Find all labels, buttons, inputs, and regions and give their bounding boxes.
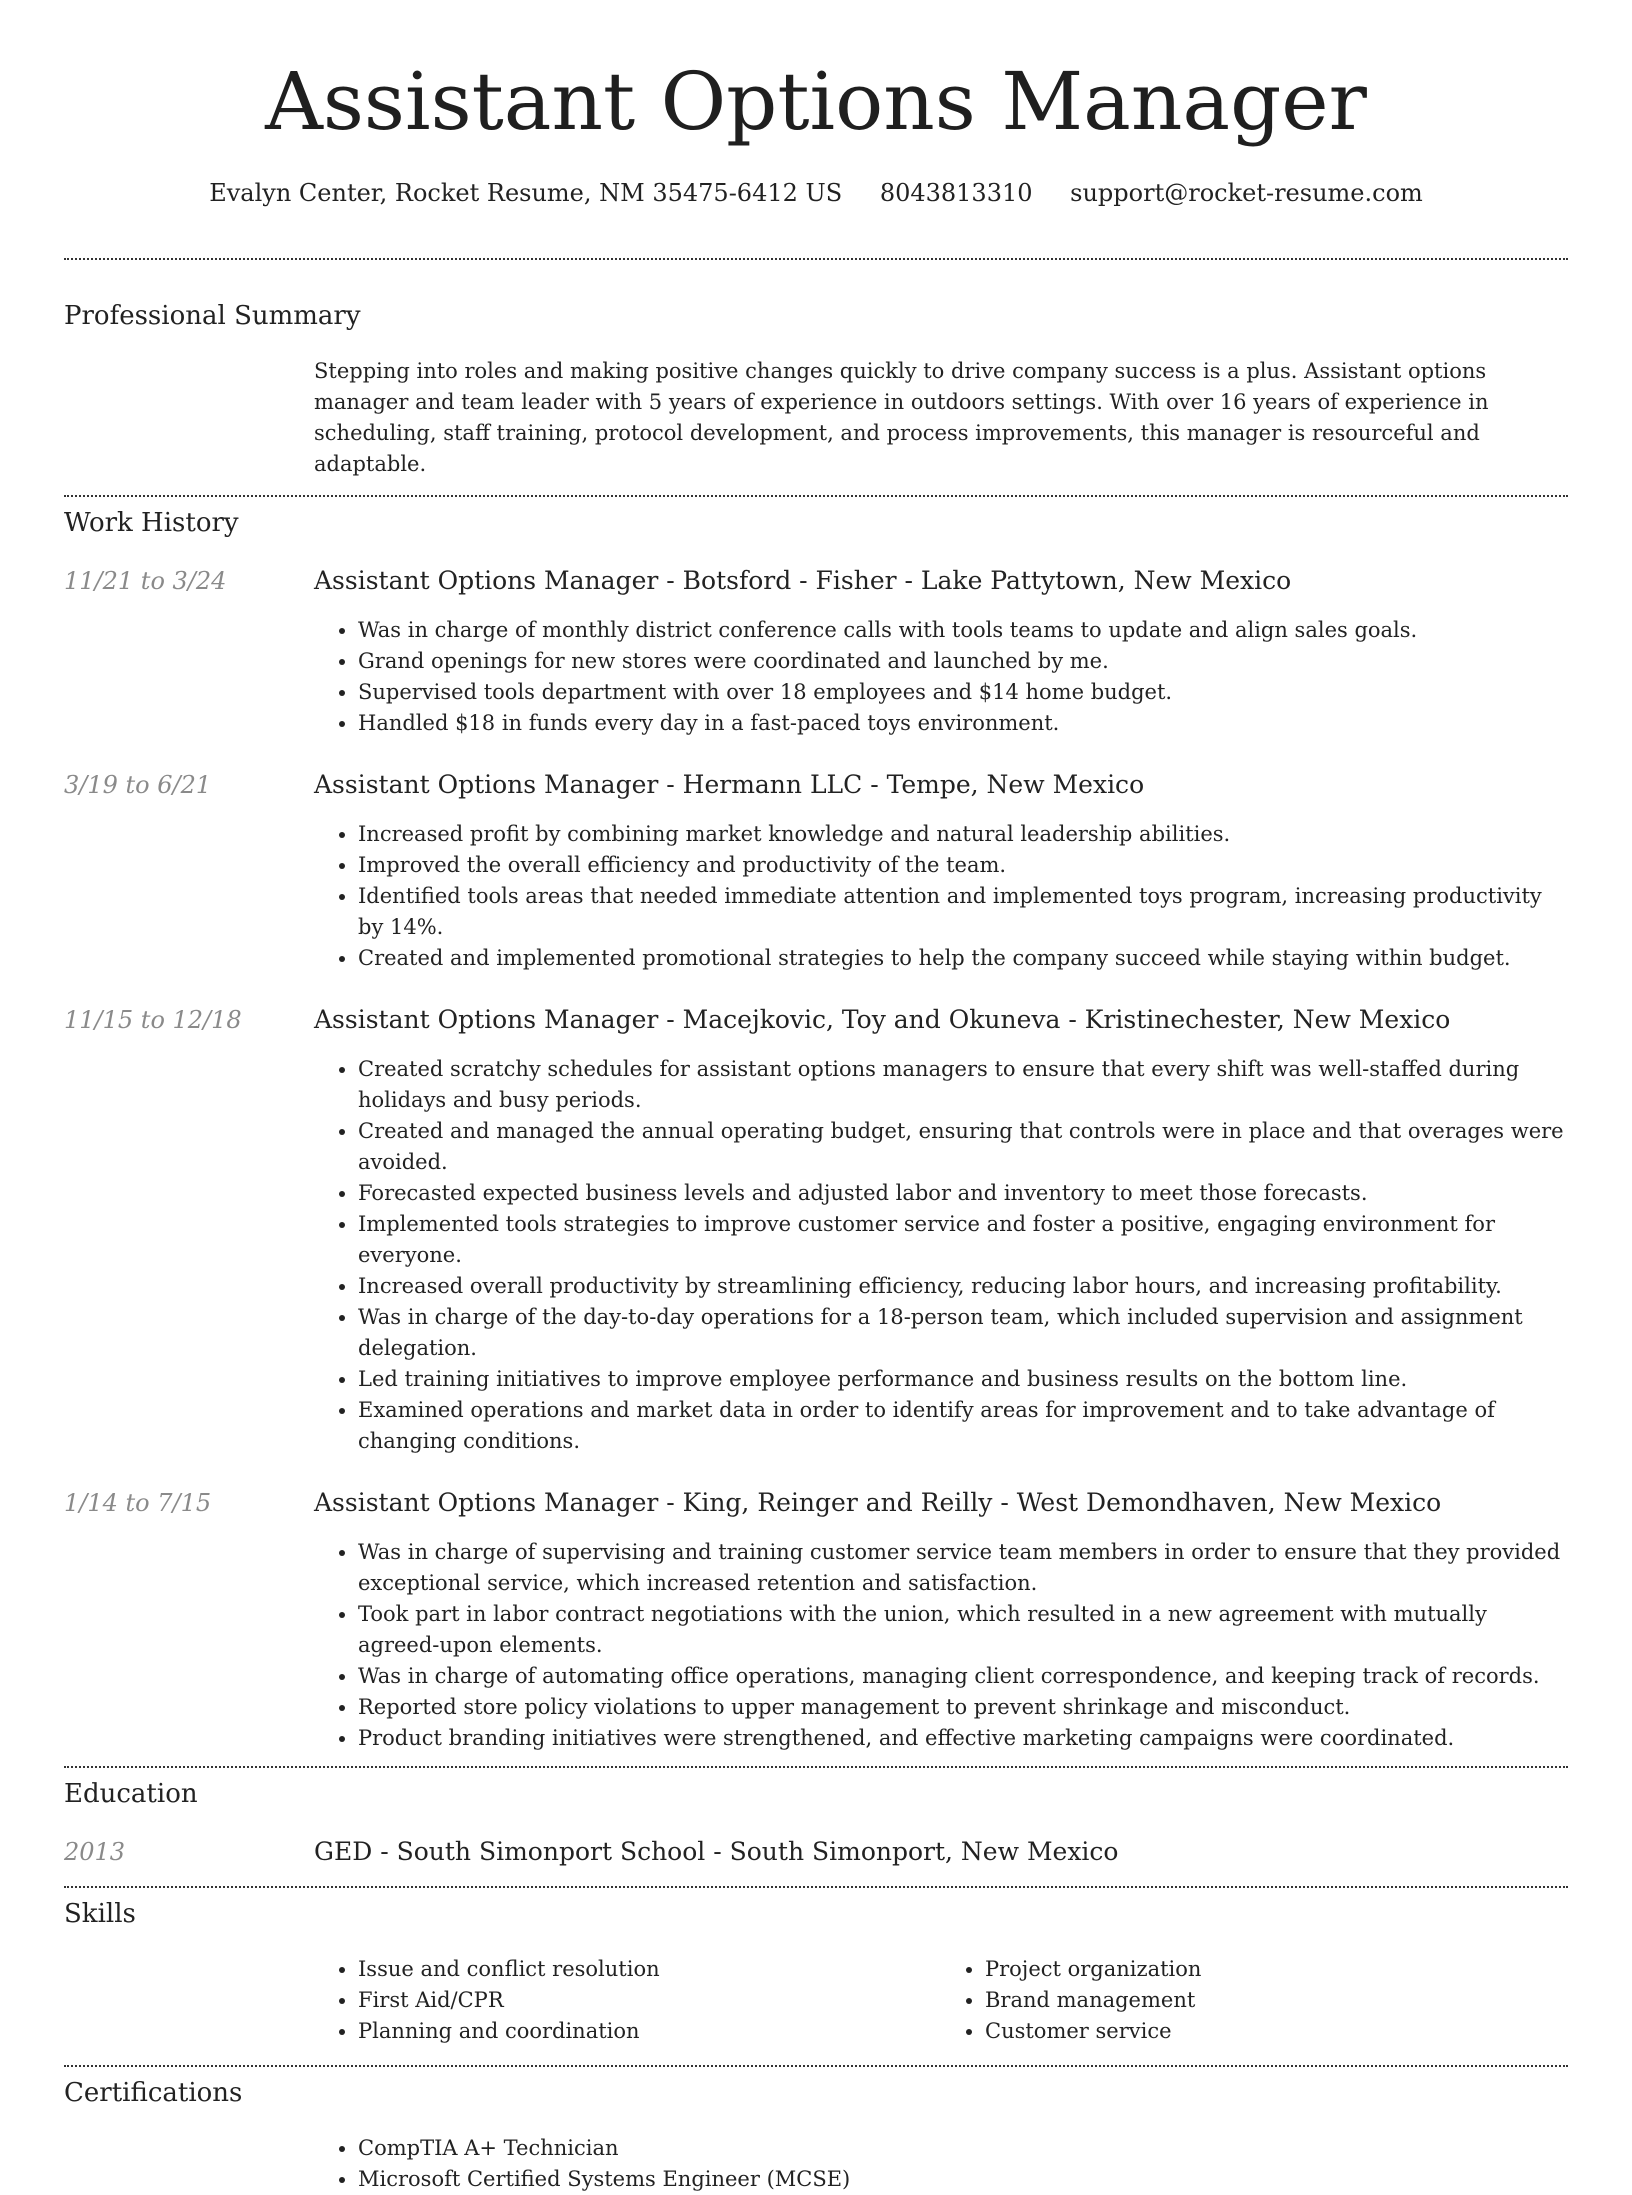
job-entry — [64, 1004, 1568, 1457]
resume-page — [64, 0, 1568, 2195]
resume-title: Assistant Options Manager — [265, 55, 1367, 148]
list-item: • Improved the overall efficiency and productivity of the team. — [358, 850, 1568, 881]
summary-spacer — [64, 356, 314, 480]
list-item: • Increased overall productivity by streamlining efficiency, reducing labor hours, and increasing profitability. — [358, 1271, 1568, 1302]
job-dates: 3/19 to 6/21 — [64, 771, 212, 799]
skills-section — [64, 1888, 1568, 2047]
list-item: • Product branding initiatives were strengthened, and effective marketing campaigns were coordinated. — [358, 1723, 1568, 1754]
list-item: • Was in charge of automating office operations, managing client correspondence, and keeping track of records. — [358, 1661, 1568, 1692]
list-item: • Took part in labor contract negotiations with the union, which resulted in a new agreement with mutually agreed-upon elements. — [358, 1599, 1568, 1661]
job-title: Assistant Options Manager - King, Reinger and Reilly - West Demondhaven, New Mexico — [314, 1488, 1442, 1517]
education-date: 2013 — [64, 1838, 126, 1866]
job-bullets — [314, 1054, 1568, 1457]
contact-email: support@rocket-resume.com — [1070, 179, 1423, 207]
list-item: • Was in charge of the day-to-day operations for a 18-person team, which included supervision and assignment delegation. — [358, 1302, 1568, 1364]
list-item: • Planning and coordination — [358, 2016, 941, 2047]
list-item: • Led training initiatives to improve employee performance and business results on the bottom line. — [358, 1364, 1568, 1395]
job-title: Assistant Options Manager - Botsford - Fisher - Lake Pattytown, New Mexico — [314, 566, 1292, 595]
education-heading: Education — [64, 1779, 198, 1809]
list-item: • Implemented tools strategies to improve customer service and foster a positive, engaging environment for everyone. — [358, 1209, 1568, 1271]
list-item: • Created and managed the annual operating budget, ensuring that controls were in place and that overages were avoided. — [358, 1116, 1568, 1178]
summary-section — [64, 260, 1568, 480]
contact-address: Evalyn Center, Rocket Resume, NM 35475-6412 US — [209, 179, 843, 207]
job-entry — [64, 769, 1568, 974]
job-bullets — [314, 615, 1568, 739]
job-dates: 11/21 to 3/24 — [64, 567, 227, 595]
skills-column — [941, 1954, 1568, 2047]
list-item: • Examined operations and market data in order to identify areas for improvement and to take advantage of changing conditions. — [358, 1395, 1568, 1457]
list-item: • Was in charge of supervising and training customer service team members in order to ensure that they provided exceptional service, which increased retention and satisfaction. — [358, 1537, 1568, 1599]
job-dates: 1/14 to 7/15 — [64, 1489, 212, 1517]
job-entry — [64, 1487, 1568, 1754]
work-heading: Work History — [64, 508, 239, 538]
list-item: • Microsoft Certified Systems Engineer (MCSE) — [358, 2164, 1568, 2195]
list-item: • Identified tools areas that needed immediate attention and implemented toys program, increasing productivity by 14%. — [358, 881, 1568, 943]
list-item: • Supervised tools department with over 18 employees and $14 home budget. — [358, 677, 1568, 708]
certifications-list — [314, 2133, 1568, 2195]
list-item: • First Aid/CPR — [358, 1985, 941, 2016]
education-entry — [64, 1836, 1568, 1868]
contact-phone: 8043813310 — [879, 179, 1033, 207]
job-entry — [64, 565, 1568, 739]
list-item: • Brand management — [985, 1985, 1568, 2016]
list-item: • Created and implemented promotional strategies to help the company succeed while staying within budget. — [358, 943, 1568, 974]
skills-column — [314, 1954, 941, 2047]
education-section — [64, 1768, 1568, 1868]
list-item: • Handled $18 in funds every day in a fast-paced toys environment. — [358, 708, 1568, 739]
job-title: Assistant Options Manager - Macejkovic, Toy and Okuneva - Kristinechester, New Mexico — [314, 1005, 1451, 1034]
contact-line — [64, 178, 1568, 208]
job-bullets — [314, 819, 1568, 974]
skills-spacer — [64, 1954, 314, 2047]
list-item: • CompTIA A+ Technician — [358, 2133, 1568, 2164]
list-item: • Forecasted expected business levels and adjusted labor and inventory to meet those forecasts. — [358, 1178, 1568, 1209]
job-dates: 11/15 to 12/18 — [64, 1006, 242, 1034]
education-title: GED - South Simonport School - South Simonport, New Mexico — [314, 1837, 1119, 1866]
list-item: • Grand openings for new stores were coordinated and launched by me. — [358, 646, 1568, 677]
list-item: • Created scratchy schedules for assistant options managers to ensure that every shift was well-staffed during holidays and busy periods. — [358, 1054, 1568, 1116]
skills-heading: Skills — [64, 1899, 136, 1929]
list-item: • Customer service — [985, 2016, 1568, 2047]
list-item: • Project organization — [985, 1954, 1568, 1985]
list-item: • Increased profit by combining market knowledge and natural leadership abilities. — [358, 819, 1568, 850]
list-item: • Issue and conflict resolution — [358, 1954, 941, 1985]
skills-list — [314, 1954, 1568, 2047]
summary-text: Stepping into roles and making positive changes quickly to drive company success is a plus. Assistant options manager and team leader with 5 years of experience in outdoors settings. With over 16 years of experience in scheduling, staff training, protocol development, and process improvements, this manager is resourceful and adaptable. — [314, 359, 1489, 476]
job-title: Assistant Options Manager - Hermann LLC - Tempe, New Mexico — [314, 770, 1145, 799]
job-bullets — [314, 1537, 1568, 1754]
certifications-heading: Certifications — [64, 2078, 243, 2108]
list-item: • Was in charge of monthly district conference calls with tools teams to update and align sales goals. — [358, 615, 1568, 646]
certifications-section — [64, 2067, 1568, 2195]
summary-heading: Professional Summary — [64, 301, 361, 331]
list-item: • Reported store policy violations to upper management to prevent shrinkage and misconduct. — [358, 1692, 1568, 1723]
work-section — [64, 497, 1568, 1754]
certifications-spacer — [64, 2133, 314, 2195]
